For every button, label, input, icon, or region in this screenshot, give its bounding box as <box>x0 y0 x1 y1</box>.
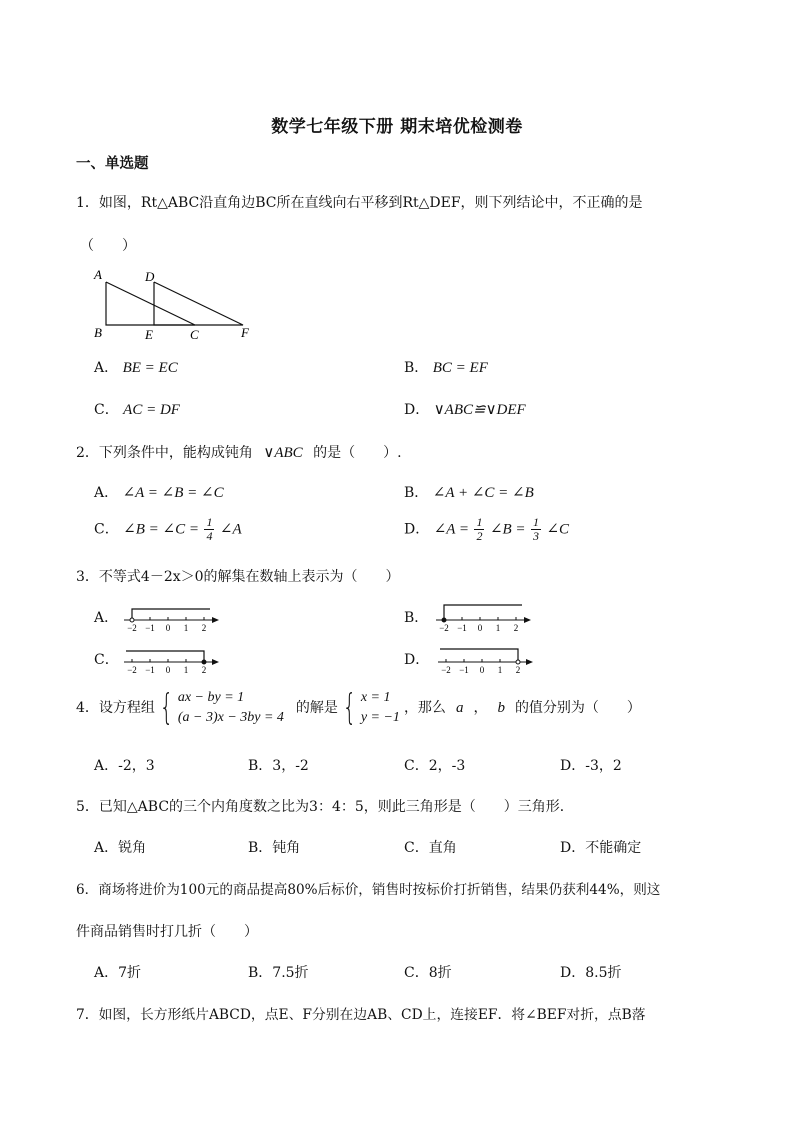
q4-option-a[interactable]: A．-2，3 <box>94 758 155 774</box>
q4-option-c[interactable]: C．2，-3 <box>404 758 466 774</box>
q4-option-b[interactable]: B．3，-2 <box>248 758 309 774</box>
number-line-d[interactable] <box>434 642 534 676</box>
number-line-b[interactable] <box>432 600 532 634</box>
option-expr: ∠B = ∠C = <box>123 521 199 538</box>
brace-icon: { <box>159 687 174 728</box>
q6-option-b[interactable]: B．7.5折 <box>248 965 309 981</box>
question-2-text <box>76 443 402 463</box>
svg-text:−2: −2 <box>441 665 451 675</box>
option-letter: C． <box>94 521 119 538</box>
fraction: $\frac{1}{4}$ <box>206 515 213 543</box>
svg-text:2: 2 <box>515 665 521 675</box>
q3-option-d[interactable]: D． <box>404 652 430 668</box>
q2-prefix: 2．下列条件中，能构成钝角 <box>76 445 253 461</box>
option-expr: ∠A <box>219 521 242 538</box>
number-line-c[interactable] <box>120 642 220 676</box>
triangle-abc <box>106 282 195 325</box>
option-letter: D． <box>404 521 430 538</box>
svg-text:−2: −2 <box>439 623 449 633</box>
svg-text:2: 2 <box>513 623 519 633</box>
svg-text:−2: −2 <box>127 665 137 675</box>
var-a: a <box>455 700 464 716</box>
option-letter: A． <box>94 360 119 376</box>
label-d: D <box>145 269 155 284</box>
svg-text:1: 1 <box>495 623 501 633</box>
q4-option-d[interactable]: D．-3，2 <box>560 758 622 774</box>
option-expr: AC = DF <box>123 402 180 418</box>
question-6-line-2: 件商品销售时打几折（ ） <box>76 924 258 940</box>
equation-system: ax − by = 1 (a − 3)x − 3by = 4 <box>177 690 284 725</box>
svg-text:2: 2 <box>201 665 207 675</box>
q5-option-c[interactable]: C．直角 <box>404 840 457 856</box>
q2-suffix: 的是（ ）. <box>313 445 402 461</box>
brace-icon: { <box>342 687 357 728</box>
q1-option-b[interactable] <box>404 358 488 378</box>
svg-text:−1: −1 <box>457 623 467 633</box>
svg-text:0: 0 <box>165 665 171 675</box>
label-c: C <box>190 327 199 342</box>
svg-text:1: 1 <box>183 623 189 633</box>
svg-text:0: 0 <box>479 665 485 675</box>
option-expr: ∠A = ∠B = ∠C <box>122 485 224 501</box>
label-f: F <box>241 325 249 340</box>
label-a: A <box>94 267 102 282</box>
question-6-line-1: 6．商场将进价为100元的商品提高80%后标价，销售时按标价打折销售，结果仍获利44%，则这 <box>76 882 661 898</box>
question-1-paren: （ ） <box>80 238 136 254</box>
solution-system: x = 1 y = −1 <box>360 690 400 725</box>
q4-comma: ， <box>473 700 488 716</box>
option-letter: D． <box>404 402 430 418</box>
section-heading: 一、单选题 <box>76 156 149 172</box>
q1-option-c[interactable] <box>94 400 180 420</box>
q2-option-d[interactable] <box>404 516 569 543</box>
question-4-text <box>76 686 641 730</box>
svg-text:2: 2 <box>201 623 207 633</box>
question-1-text: 1．如图，Rt△ABC沿直角边BC所在直线向右平移到Rt△DEF，则下列结论中，不正确的是 <box>76 195 643 211</box>
q4-end: 的值分别为（ ） <box>514 700 641 716</box>
question-7-text: 7．如图，长方形纸片ABCD，点E、F分别在边AB、CD上，连接EF．将∠BEF对折，点B落 <box>76 1007 646 1023</box>
number-line-a[interactable] <box>120 600 220 634</box>
option-expr: ∠B = <box>489 521 526 538</box>
q3-option-a[interactable]: A． <box>94 610 119 626</box>
q2-option-c[interactable] <box>94 516 242 543</box>
translation-figure <box>88 266 263 344</box>
q6-option-d[interactable]: D．8.5折 <box>560 965 622 981</box>
svg-text:1: 1 <box>497 665 503 675</box>
svg-text:0: 0 <box>165 623 171 633</box>
svg-text:1: 1 <box>183 665 189 675</box>
q4-then: ，那么 <box>403 700 446 716</box>
option-expr: ∨ABC≌∨DEF <box>433 402 526 418</box>
q5-option-a[interactable]: A．锐角 <box>94 840 147 856</box>
option-expr: ∠A = <box>433 521 470 538</box>
q5-option-d[interactable]: D．不能确定 <box>560 840 642 856</box>
q5-option-b[interactable]: B．钝角 <box>248 840 301 856</box>
fraction: $\frac{1}{2}$ <box>476 515 483 543</box>
page-title: 数学七年级下册 期末培优检测卷 <box>271 117 523 137</box>
svg-text:−1: −1 <box>459 665 469 675</box>
label-b: B <box>94 325 102 340</box>
option-expr: BE = EC <box>122 360 178 376</box>
label-e: E <box>145 327 153 342</box>
fraction: $\frac{1}{3}$ <box>533 515 539 543</box>
svg-text:−1: −1 <box>145 623 155 633</box>
option-expr: ∠C <box>546 521 570 538</box>
option-expr: ∠A + ∠C = ∠B <box>432 485 534 501</box>
question-3-text: 3．不等式4－2x＞0的解集在数轴上表示为（ ） <box>76 569 400 585</box>
q3-option-c[interactable]: C． <box>94 652 119 668</box>
q3-option-b[interactable]: B． <box>404 610 429 626</box>
triangle-def <box>154 282 243 325</box>
q6-option-a[interactable]: A．7折 <box>94 965 142 981</box>
q1-option-d[interactable] <box>404 400 526 420</box>
question-5-text: 5．已知△ABC的三个内角度数之比为3：4：5，则此三角形是（ ）三角形． <box>76 799 574 815</box>
q1-option-a[interactable] <box>94 358 178 378</box>
svg-text:−2: −2 <box>127 623 137 633</box>
q6-option-c[interactable]: C．8折 <box>404 965 452 981</box>
option-expr: BC = EF <box>432 360 488 376</box>
q4-prefix: 4．设方程组 <box>76 700 155 716</box>
option-letter: C． <box>94 402 119 418</box>
q4-mid: 的解是 <box>295 700 338 716</box>
svg-text:0: 0 <box>477 623 483 633</box>
q2-option-a[interactable] <box>94 483 224 503</box>
var-b: b <box>497 700 505 716</box>
svg-text:−1: −1 <box>145 665 155 675</box>
option-letter: A． <box>94 485 119 501</box>
q2-triangle: ∨ABC <box>263 445 303 461</box>
option-letter: B． <box>404 360 429 376</box>
option-letter: B． <box>404 485 429 501</box>
q2-option-b[interactable] <box>404 483 534 503</box>
